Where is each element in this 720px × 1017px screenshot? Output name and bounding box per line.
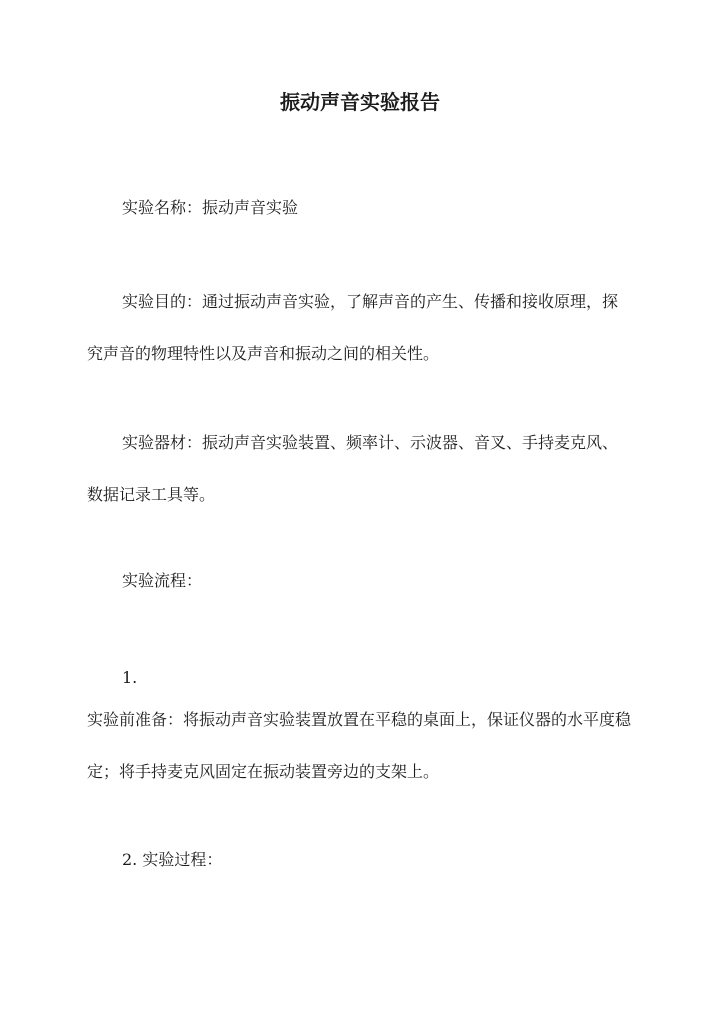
document-title: 振动声音实验报告 [280, 90, 440, 114]
experiment-purpose-paragraph: 实验目的：通过振动声音实验，了解声音的产生、传播和接收原理，探究声音的物理特性以及声音和振动之间的相关性。 [87, 292, 619, 363]
procedure-heading: 实验流程： [122, 571, 203, 590]
step-1-number: 1. [122, 668, 138, 687]
experiment-equipment-paragraph: 实验器材：振动声音实验装置、频率计、示波器、音叉、手持麦克风、数据记录工具等。 [87, 433, 619, 504]
step-1-text: 实验前准备：将振动声音实验装置放置在平稳的桌面上，保证仪器的水平度稳定；将手持麦克风固定在振动装置旁边的支架上。 [87, 710, 632, 781]
step-2-heading: 2. 实验过程： [122, 850, 223, 869]
experiment-name-paragraph: 实验名称：振动声音实验 [122, 198, 299, 217]
